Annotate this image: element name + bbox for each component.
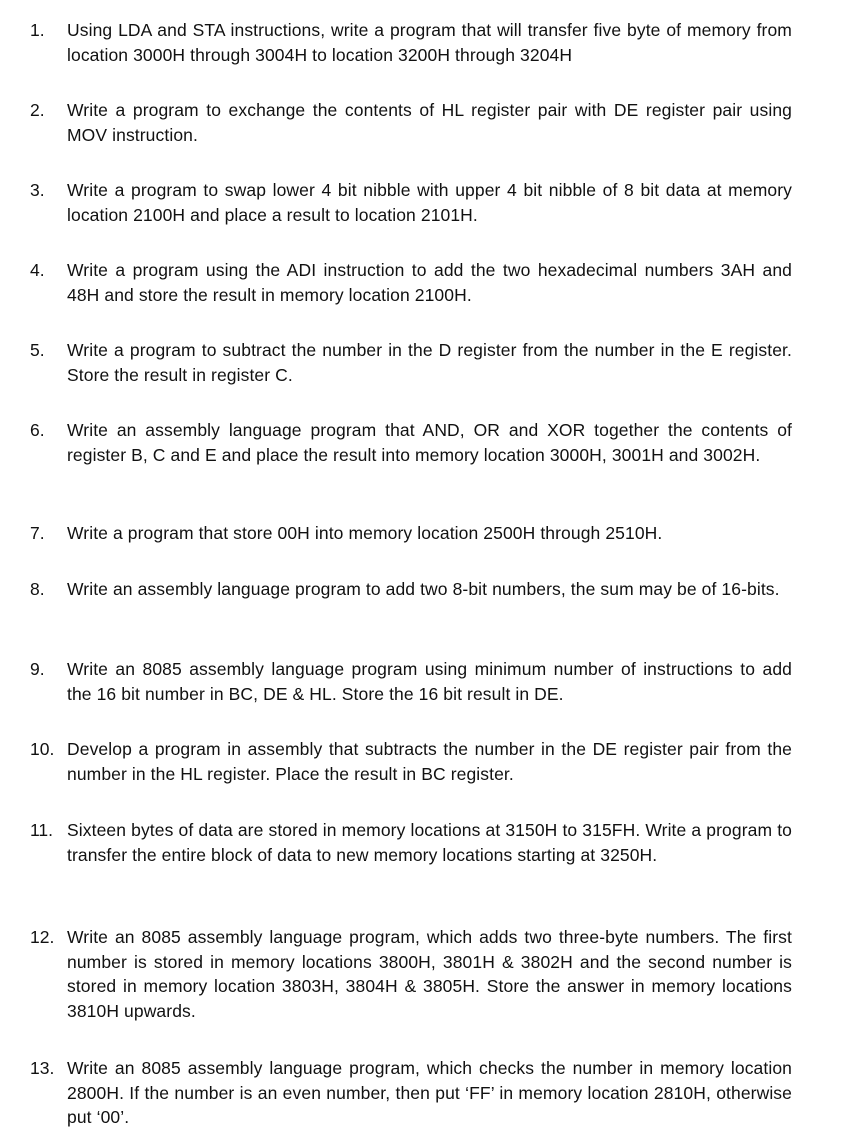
question-text: Sixteen bytes of data are stored in memory locations at 3150H to 315FH. Write a program to transfer the entire block of data to new memory locations starting at 3250H. <box>67 820 792 865</box>
question-number: 11. <box>30 820 54 840</box>
question-text: Using LDA and STA instructions, write a program that will transfer five byte of memory from location 3000H through 3004H to location 3200H through 3204H <box>67 20 792 65</box>
question-item-10 <box>30 737 792 786</box>
question-item-4 <box>30 258 792 307</box>
question-text: Write a program to swap lower 4 bit nibble with upper 4 bit nibble of 8 bit data at memory location 2100H and place a result to location 2101H. <box>67 180 792 225</box>
question-text: Write a program to subtract the number in the D register from the number in the E register. Store the result in register C. <box>67 340 792 385</box>
question-text: Write an 8085 assembly language program, which adds two three-byte numbers. The first number is stored in memory locations 3800H, 3801H & 3802H and the second number is stored in memory location 3803H, 3804H & 3805H. Store the answer in memory locations 3810H upwards. <box>67 927 792 1021</box>
question-text: Write an assembly language program that AND, OR and XOR together the contents of register B, C and E and place the result into memory location 3000H, 3001H and 3002H. <box>67 420 792 465</box>
question-item-2 <box>30 98 792 147</box>
question-number: 1. <box>30 20 45 40</box>
question-number: 9. <box>30 659 45 679</box>
question-item-13 <box>30 1056 792 1130</box>
question-number: 4. <box>30 260 45 280</box>
question-number: 13. <box>30 1058 55 1078</box>
question-text: Write an 8085 assembly language program using minimum number of instructions to add the 16 bit number in BC, DE & HL. Store the 16 bit result in DE. <box>67 659 792 704</box>
question-item-12 <box>30 925 792 1023</box>
question-number: 12. <box>30 927 55 947</box>
question-text: Write a program to exchange the contents of HL register pair with DE register pair using MOV instruction. <box>67 100 792 145</box>
question-text: Write a program using the ADI instruction to add the two hexadecimal numbers 3AH and 48H and store the result in memory location 2100H. <box>67 260 792 305</box>
question-item-9 <box>30 657 792 706</box>
question-number: 7. <box>30 523 45 543</box>
question-item-8 <box>30 577 792 602</box>
question-text: Write a program that store 00H into memory location 2500H through 2510H. <box>67 523 663 543</box>
question-item-3 <box>30 178 792 227</box>
question-number: 5. <box>30 340 45 360</box>
question-item-11 <box>30 818 792 867</box>
question-text: Write an assembly language program to add two 8-bit numbers, the sum may be of 16-bits. <box>67 579 780 599</box>
question-item-7 <box>30 521 792 546</box>
question-number: 8. <box>30 579 45 599</box>
question-number: 2. <box>30 100 45 120</box>
question-text: Write an 8085 assembly language program, which checks the number in memory location 2800H. If the number is an even number, then put ‘FF’ in memory location 2810H, otherwise put ‘00’. <box>67 1058 792 1127</box>
question-number: 3. <box>30 180 45 200</box>
question-item-5 <box>30 338 792 387</box>
question-number: 10. <box>30 739 55 759</box>
question-item-1 <box>30 18 792 67</box>
question-number: 6. <box>30 420 45 440</box>
question-text: Develop a program in assembly that subtracts the number in the DE register pair from the number in the HL register. Place the result in BC register. <box>67 739 792 784</box>
question-item-6 <box>30 418 792 467</box>
